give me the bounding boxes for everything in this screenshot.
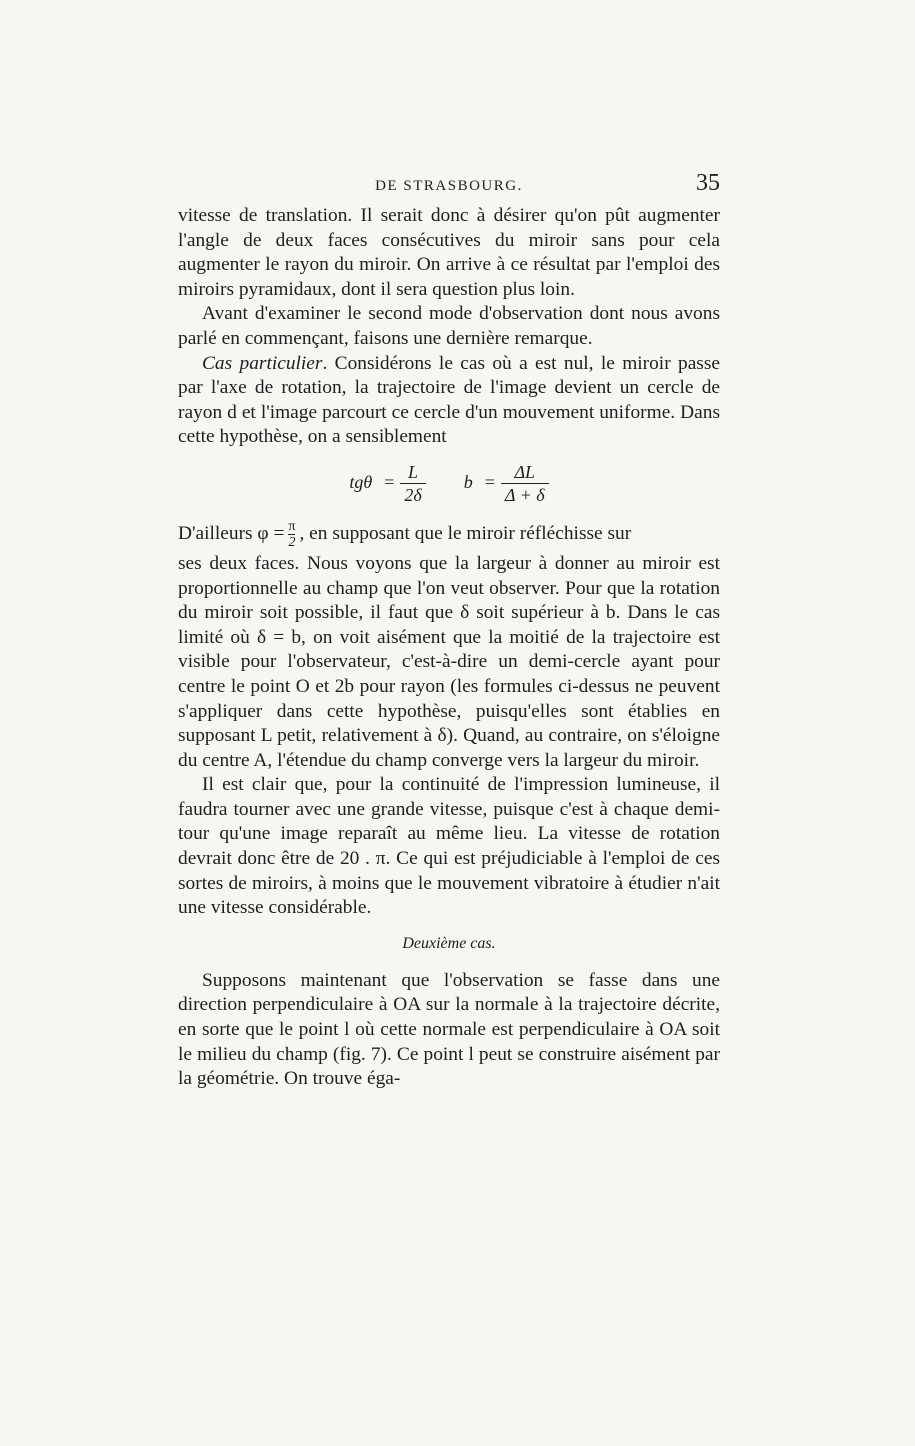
page (178, 170, 720, 1092)
pi-numerator: π (288, 518, 296, 534)
paragraph-3 (178, 352, 720, 450)
body-text (178, 204, 720, 1092)
fraction-2 (501, 462, 549, 506)
pi-over-two (288, 519, 295, 550)
formula-b (464, 462, 549, 506)
pi-denominator: 2 (288, 534, 296, 550)
equals-sign: = (484, 472, 495, 493)
paragraph-5: ses deux faces. Nous voyons que la largeur à donner au miroir est proportionnelle au champ que l'on veut observer. Pour que la rotation du miroir soit possible, il faut que δ soit supérieur à b. Dans le cas limité où δ = b, on voit aisément que la moitié de la trajectoire est visible pour l'observateur, c'est-à-dire un demi-cercle ayant pour centre le point O et 2b pour rayon (les formules ci-dessus ne peuvent s'appliquer dans cette hypothèse, puisqu'elles sont établies en supposant L petit, relativement à δ). Quand, au contraire, on s'éloigne du centre A, l'étendue du champ converge vers la largeur du miroir. (178, 552, 720, 771)
equals-sign: = (384, 472, 395, 493)
paragraph-4-start: D'ailleurs φ = (178, 522, 285, 544)
fraction-1-numerator: L (408, 461, 419, 482)
paragraph-3-text: . Considérons le cas où a est nul, le miroir passe par l'axe de rotation, la trajectoire de l'image devient un cercle de rayon d et l'image parcourt ce cercle d'un mouvement uniforme. Dans cette hypothèse, on a sensiblement (178, 352, 720, 448)
formula-tg (349, 462, 425, 506)
fraction-1 (400, 462, 425, 506)
paragraph-2: Avant d'examiner le second mode d'observation dont nous avons parlé en commençant, faisons une dernière remarque. (178, 303, 720, 349)
display-formula (178, 454, 720, 514)
section-title: Deuxième cas. (402, 934, 496, 952)
page-number: 35 (696, 170, 720, 196)
fraction-2-denominator: Δ + δ (501, 483, 549, 506)
formula-lhs-2: b (463, 472, 473, 493)
paragraph-7: Supposons maintenant que l'observation se fasse dans une direction perpendiculaire à OA sur la normale à la trajectoire décrite, en sorte que le point l où cette normale est perpendiculaire à OA soit le milieu du champ (fig. 7). Ce point l peut se construire aisément par la géométrie. On trouve éga- (178, 969, 720, 1090)
fraction-1-denominator: 2δ (400, 483, 425, 506)
running-title: DE STRASBOURG. (375, 178, 523, 194)
paragraph-3-heading: Cas particulier (202, 352, 323, 374)
paragraph-4-rest: , en supposant que le miroir réfléchisse sur (299, 522, 632, 544)
paragraph-1: vitesse de translation. Il serait donc à désirer qu'on pût augmenter l'angle de deux faces consécutives du miroir sans pour cela augmenter le rayon du miroir. On arrive à ce résultat par l'emploi des miroirs pyramidaux, dont il sera question plus loin. (178, 205, 720, 300)
paragraph-6: Il est clair que, pour la continuité de l'impression lumineuse, il faudra tourner avec une grande vitesse, puisque c'est à chaque demi-tour qu'une image reparaît au même lieu. La vitesse de rotation devrait donc être de 20 . π. Ce qui est préjudiciable à l'emploi de ces sortes de miroirs, à moins que le mouvement vibratoire à étudier n'ait une vitesse considérable. (178, 774, 720, 919)
paragraph-4-line (178, 516, 720, 552)
formula-lhs-1: tgθ (349, 472, 373, 493)
fraction-2-numerator: ΔL (514, 461, 536, 482)
page-header (178, 170, 720, 204)
